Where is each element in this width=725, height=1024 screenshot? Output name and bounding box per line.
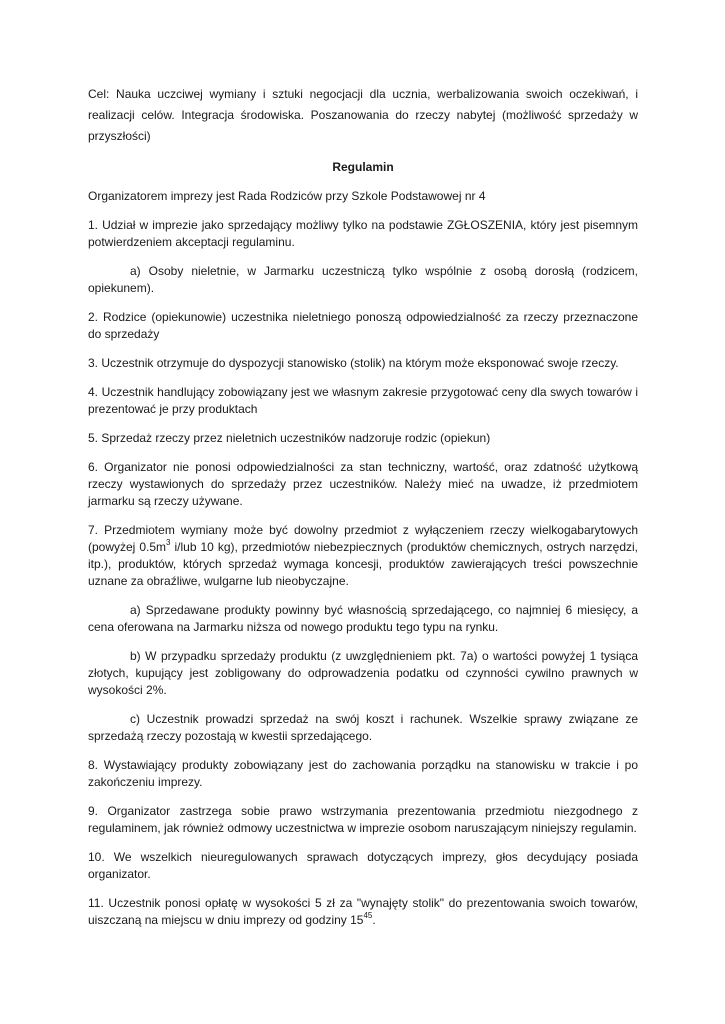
rule-11-superscript: 45 — [363, 911, 373, 920]
rule-1a: a) Osoby nieletnie, w Jarmarku uczestniczą tylko wspólnie z osobą dorosłą (rodzicem, opiekunem). — [88, 264, 638, 295]
rule-3: 3. Uczestnik otrzymuje do dyspozycji stanowisko (stolik) na którym może eksponować swoje rzeczy. — [88, 356, 619, 370]
rule-7c: c) Uczestnik prowadzi sprzedaż na swój koszt i rachunek. Wszelkie sprawy związane ze sprzedażą rzeczy pozostają w kwestii sprzedającego. — [88, 712, 638, 743]
rule-7-text-start: 7. Przedmiotem wymiany może być dowolny przedmiot z wyłączeniem rzeczy wielkogabarytowych (powyżej 0.5m — [88, 523, 638, 554]
rule-7b: b) W przypadku sprzedaży produktu (z uwzględnieniem pkt. 7a) o wartości powyżej 1 tysiąca złotych, kupujący jest zobligowany do odprowadzenia podatku od czynności cywilno prawnych w wysokości 2%. — [88, 649, 638, 697]
rule-7 — [88, 522, 638, 590]
rule-10: 10. We wszelkich nieuregulowanych sprawach dotyczących imprezy, głos decydujący posiada organizator. — [88, 850, 638, 881]
rule-6: 6. Organizator nie ponosi odpowiedzialności za stan techniczny, wartość, oraz zdatność użytkową rzeczy wystawionych do sprzedaży przez uczestników. Należy mieć na uwadze, iż przedmiotem jarmarku są rzeczy używane. — [88, 460, 638, 508]
rule-1: 1. Udział w imprezie jako sprzedający możliwy tylko na podstawie ZGŁOSZENIA, który jest pisemnym potwierdzeniem akceptacji regulaminu. — [88, 218, 638, 249]
rule-7a: a) Sprzedawane produkty powinny być własnością sprzedającego, co najmniej 6 miesięcy, a cena oferowana na Jarmarku niższa od nowego produktu tego typu na rynku. — [88, 603, 638, 634]
rule-11-text-end: . — [372, 913, 376, 927]
organizer-paragraph: Organizatorem imprezy jest Rada Rodziców przy Szkole Podstawowej nr 4 — [88, 189, 486, 203]
rule-7-superscript: 3 — [166, 538, 171, 547]
rule-5: 5. Sprzedaż rzeczy przez nieletnich uczestników nadzoruje rodzic (opiekun) — [88, 431, 491, 445]
rule-8: 8. Wystawiający produkty zobowiązany jest do zachowania porządku na stanowisku w trakcie i po zakończeniu imprezy. — [88, 758, 638, 789]
rule-2: 2. Rodzice (opiekunowie) uczestnika nieletniego ponoszą odpowiedzialność za rzeczy przeznaczone do sprzedaży — [88, 310, 638, 341]
rule-11-text-start: 11. Uczestnik ponosi opłatę w wysokości 5 zł za "wynajęty stolik" do prezentowania swoich towarów, uiszczaną na miejscu w dniu imprezy od godziny 15 — [88, 896, 638, 927]
document-page — [88, 84, 638, 929]
document-title: Regulamin — [332, 160, 394, 174]
rule-4: 4. Uczestnik handlujący zobowiązany jest we własnym zakresie przygotować ceny dla swych towarów i prezentować je przy produktach — [88, 385, 638, 416]
rule-9: 9. Organizator zastrzega sobie prawo wstrzymania prezentowania przedmiotu niezgodnego z regulaminem, jak również odmowy uczestnictwa w imprezie osobom naruszającym niniejszy regulamin. — [88, 804, 638, 835]
goal-paragraph: Cel: Nauka uczciwej wymiany i sztuki negocjacji dla ucznia, werbalizowania swoich oczekiwań, i realizacji celów. Integracja środowiska. Poszanowania do rzeczy nabytej (możliwość sprzedaży w przyszłości) — [88, 87, 638, 143]
rule-11 — [88, 895, 638, 929]
rule-7-text-end: i/lub 10 kg), przedmiotów niebezpiecznych (produktów chemicznych, ostrych narzędzi, itp.), produktów, których sprzedaż wymaga koncesji, produktów zawierających treści powszechnie uznane za obraźliwe, wulgarne lub nieobyczajne. — [88, 540, 638, 588]
